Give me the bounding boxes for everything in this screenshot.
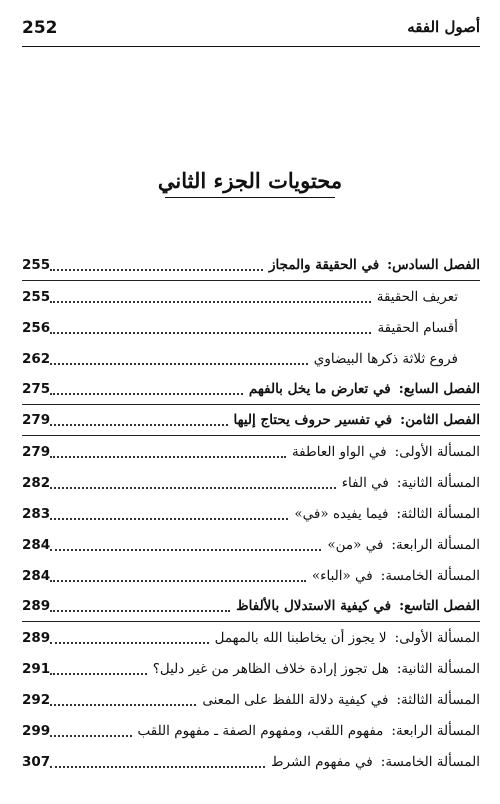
toc-page-number: 255: [22, 257, 51, 273]
toc-entry-lead: الفصل التاسع:: [399, 598, 480, 614]
table-of-contents: [22, 250, 480, 777]
toc-entry-lead: المسألة الخامسة:: [380, 753, 480, 770]
page-header: [22, 18, 480, 44]
dot-leader: [50, 487, 336, 489]
toc-entry-text: [377, 320, 480, 336]
page-number: 252: [22, 18, 58, 38]
toc-entry-text: [153, 661, 480, 677]
toc-page-number: 256: [22, 319, 51, 336]
toc-entry-lead: الفصل السادس:: [387, 257, 480, 273]
toc-issue-entry: [22, 467, 480, 498]
toc-issue-entry: [22, 746, 480, 777]
toc-entry-title: في الواو العاطفة: [291, 443, 387, 460]
toc-entry-title: أقسام الحقيقة: [377, 319, 458, 336]
toc-entry-lead: المسألة الأولى:: [394, 443, 480, 460]
toc-entry-lead: الفصل الثامن:: [400, 412, 480, 428]
toc-sub-entry: [22, 281, 480, 312]
toc-page-number: 284: [22, 567, 51, 584]
dot-leader: [50, 610, 230, 612]
toc-page-number: 255: [22, 288, 51, 305]
dot-leader: [50, 766, 265, 768]
toc-entry-lead: المسألة الثالثة:: [396, 691, 480, 708]
toc-entry-text: [377, 289, 480, 305]
toc-sub-entry: [22, 343, 480, 374]
toc-page-number: 279: [22, 443, 51, 460]
running-book-title: أصول الفقه: [407, 18, 480, 36]
toc-issue-entry: [22, 622, 480, 653]
toc-page-number: 262: [22, 350, 51, 367]
toc-title: محتويات الجزء الثاني: [157, 168, 343, 193]
toc-chapter-entry: [22, 591, 480, 622]
toc-chapter-entry: [22, 374, 480, 405]
toc-entry-title: فروع ثلاثة ذكرها البيضاوي: [313, 350, 458, 367]
toc-page-number: 289: [22, 629, 51, 646]
toc-entry-text: [292, 444, 480, 460]
toc-entry-text: [271, 754, 480, 770]
dot-leader: [50, 580, 306, 582]
toc-page-number: 275: [22, 381, 51, 397]
toc-issue-entry: [22, 529, 480, 560]
toc-page-number: 289: [22, 598, 51, 614]
toc-page-number: 291: [22, 660, 51, 677]
toc-entry-title: تعريف الحقيقة: [376, 288, 458, 305]
toc-entry-title: في كيفية الاستدلال بالألفاظ: [236, 598, 392, 614]
toc-issue-entry: [22, 684, 480, 715]
dot-leader: [50, 393, 243, 395]
dot-leader: [50, 424, 228, 426]
toc-entry-title: في تعارض ما يخل بالفهم: [248, 381, 391, 397]
toc-entry-text: [249, 381, 480, 397]
toc-entry-text: [234, 412, 481, 428]
dot-leader: [50, 332, 371, 334]
toc-entry-title: في مفهوم الشرط: [271, 753, 373, 770]
toc-entry-title: فيما يفيده «في»: [294, 505, 389, 522]
dot-leader: [50, 269, 263, 271]
dot-leader: [50, 549, 321, 551]
dot-leader: [50, 642, 209, 644]
dot-leader: [50, 704, 196, 706]
toc-entry-title: في تفسير حروف يحتاج إليها: [233, 412, 393, 428]
toc-issue-entry: [22, 436, 480, 467]
toc-entry-text: [312, 568, 480, 584]
toc-entry-text: [236, 598, 480, 614]
toc-page-number: 283: [22, 505, 51, 522]
toc-entry-title: في «الباء»: [311, 567, 373, 584]
dot-leader: [50, 673, 147, 675]
toc-page-number: 299: [22, 722, 51, 739]
toc-entry-lead: المسألة الثانية:: [396, 660, 480, 677]
dot-leader: [50, 301, 371, 303]
toc-entry-lead: المسألة الرابعة:: [391, 536, 480, 553]
toc-entry-lead: الفصل السابع:: [398, 381, 480, 397]
toc-issue-entry: [22, 653, 480, 684]
header-divider: [22, 46, 480, 47]
dot-leader: [50, 735, 132, 737]
dot-leader: [50, 456, 286, 458]
toc-chapter-entry: [22, 405, 480, 436]
toc-entry-title: في الفاء: [341, 474, 389, 491]
toc-entry-title: مفهوم اللقب، ومفهوم الصفة ـ مفهوم اللقب: [137, 722, 384, 739]
toc-page-number: 282: [22, 474, 51, 491]
toc-entry-lead: المسألة الرابعة:: [391, 722, 480, 739]
toc-entry-title: في الحقيقة والمجاز: [268, 257, 380, 273]
toc-entry-lead: المسألة الثانية:: [396, 474, 480, 491]
toc-entry-title: في «من»: [327, 536, 384, 553]
toc-entry-lead: المسألة الخامسة:: [380, 567, 480, 584]
toc-entry-text: [138, 723, 481, 739]
toc-entry-text: [215, 630, 480, 646]
toc-page-number: 279: [22, 412, 51, 428]
toc-chapter-entry: [22, 250, 480, 281]
toc-entry-text: [314, 351, 480, 367]
toc-page-number: 307: [22, 753, 51, 770]
toc-entry-text: [269, 257, 480, 273]
toc-entry-text: [342, 475, 480, 491]
toc-entry-text: [327, 537, 480, 553]
toc-issue-entry: [22, 715, 480, 746]
toc-entry-title: في كيفية دلالة اللفظ على المعنى: [202, 691, 389, 708]
toc-entry-lead: المسألة الأولى:: [394, 629, 480, 646]
toc-entry-title: لا يجوز أن يخاطبنا الله بالمهمل: [214, 629, 387, 646]
dot-leader: [50, 518, 288, 520]
toc-entry-title: هل تجوز إرادة خلاف الظاهر من غير دليل؟: [152, 660, 389, 677]
toc-page-number: 284: [22, 536, 51, 553]
toc-sub-entry: [22, 312, 480, 343]
toc-entry-text: [294, 506, 480, 522]
toc-page-number: 292: [22, 691, 51, 708]
toc-entry-text: [202, 692, 480, 708]
toc-title-underline: [165, 197, 335, 198]
toc-issue-entry: [22, 560, 480, 591]
toc-entry-lead: المسألة الثالثة:: [396, 505, 480, 522]
dot-leader: [50, 363, 308, 365]
toc-issue-entry: [22, 498, 480, 529]
